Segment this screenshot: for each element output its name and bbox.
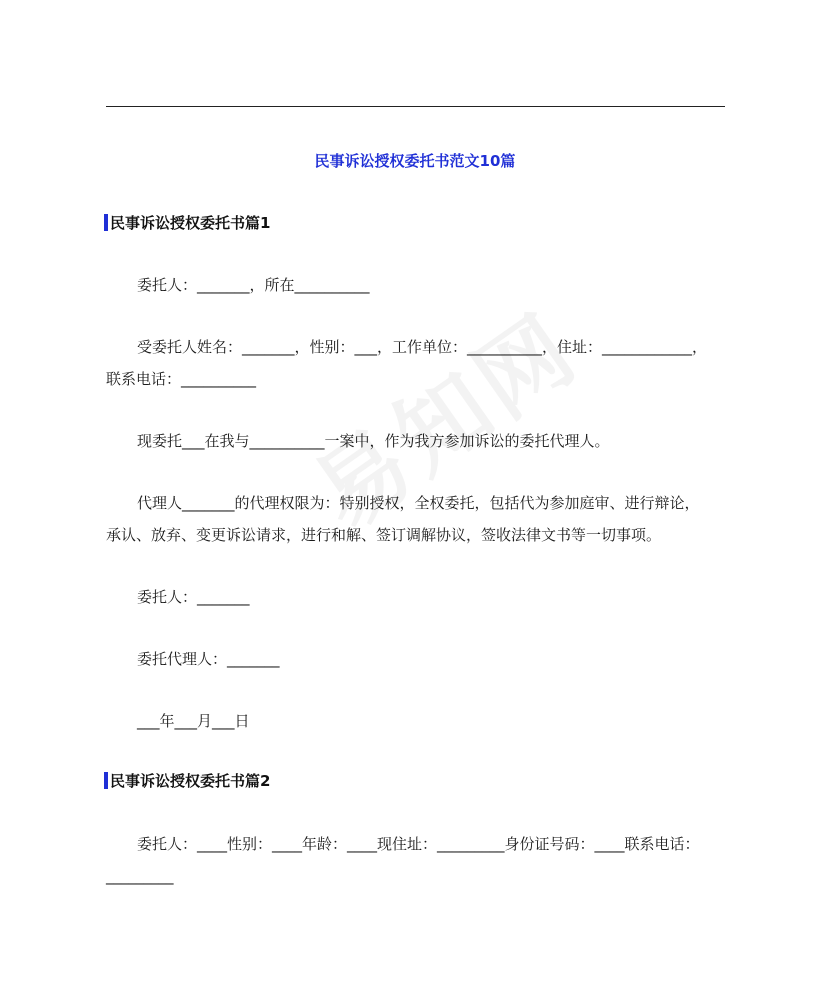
- date-line: ___年___月___日: [137, 712, 250, 730]
- appointment-line: 现委托___在我与__________一案中，作为我方参加诉讼的委托代理人。: [137, 432, 610, 450]
- principal-info-line: 委托人：____性别：____年龄：____现住址：_________身份证号码：____联系电话：: [137, 835, 700, 853]
- heading-marker: [104, 214, 108, 231]
- authority-line-1: 代理人_______的代理权限为：特别授权，全权委托，包括代为参加庭审、进行辩论，: [137, 494, 700, 512]
- agent-phone-line: 联系电话：__________: [106, 370, 257, 388]
- document-title: 民事诉讼授权委托书范文10篇: [314, 152, 516, 170]
- agent-info-line: 受委托人姓名：_______，性别：___，工作单位：__________，住址：____________，: [137, 338, 708, 356]
- agent-signature-line: 委托代理人：_______: [137, 650, 280, 668]
- section-heading-1: [104, 213, 270, 233]
- principal-info-continued: _________: [106, 867, 174, 885]
- heading-marker: [104, 772, 108, 789]
- authority-line-2: 承认、放弃、变更诉讼请求，进行和解、签订调解协议，签收法律文书等一切事项。: [106, 526, 662, 544]
- principal-signature-line: 委托人：_______: [137, 588, 250, 606]
- principal-line: 委托人：_______，所在__________: [137, 276, 370, 294]
- header-rule: [106, 106, 725, 107]
- section-heading-text: 民事诉讼授权委托书篇1: [110, 214, 271, 232]
- section-heading-2: [104, 771, 270, 791]
- section-heading-text: 民事诉讼授权委托书篇2: [110, 772, 271, 790]
